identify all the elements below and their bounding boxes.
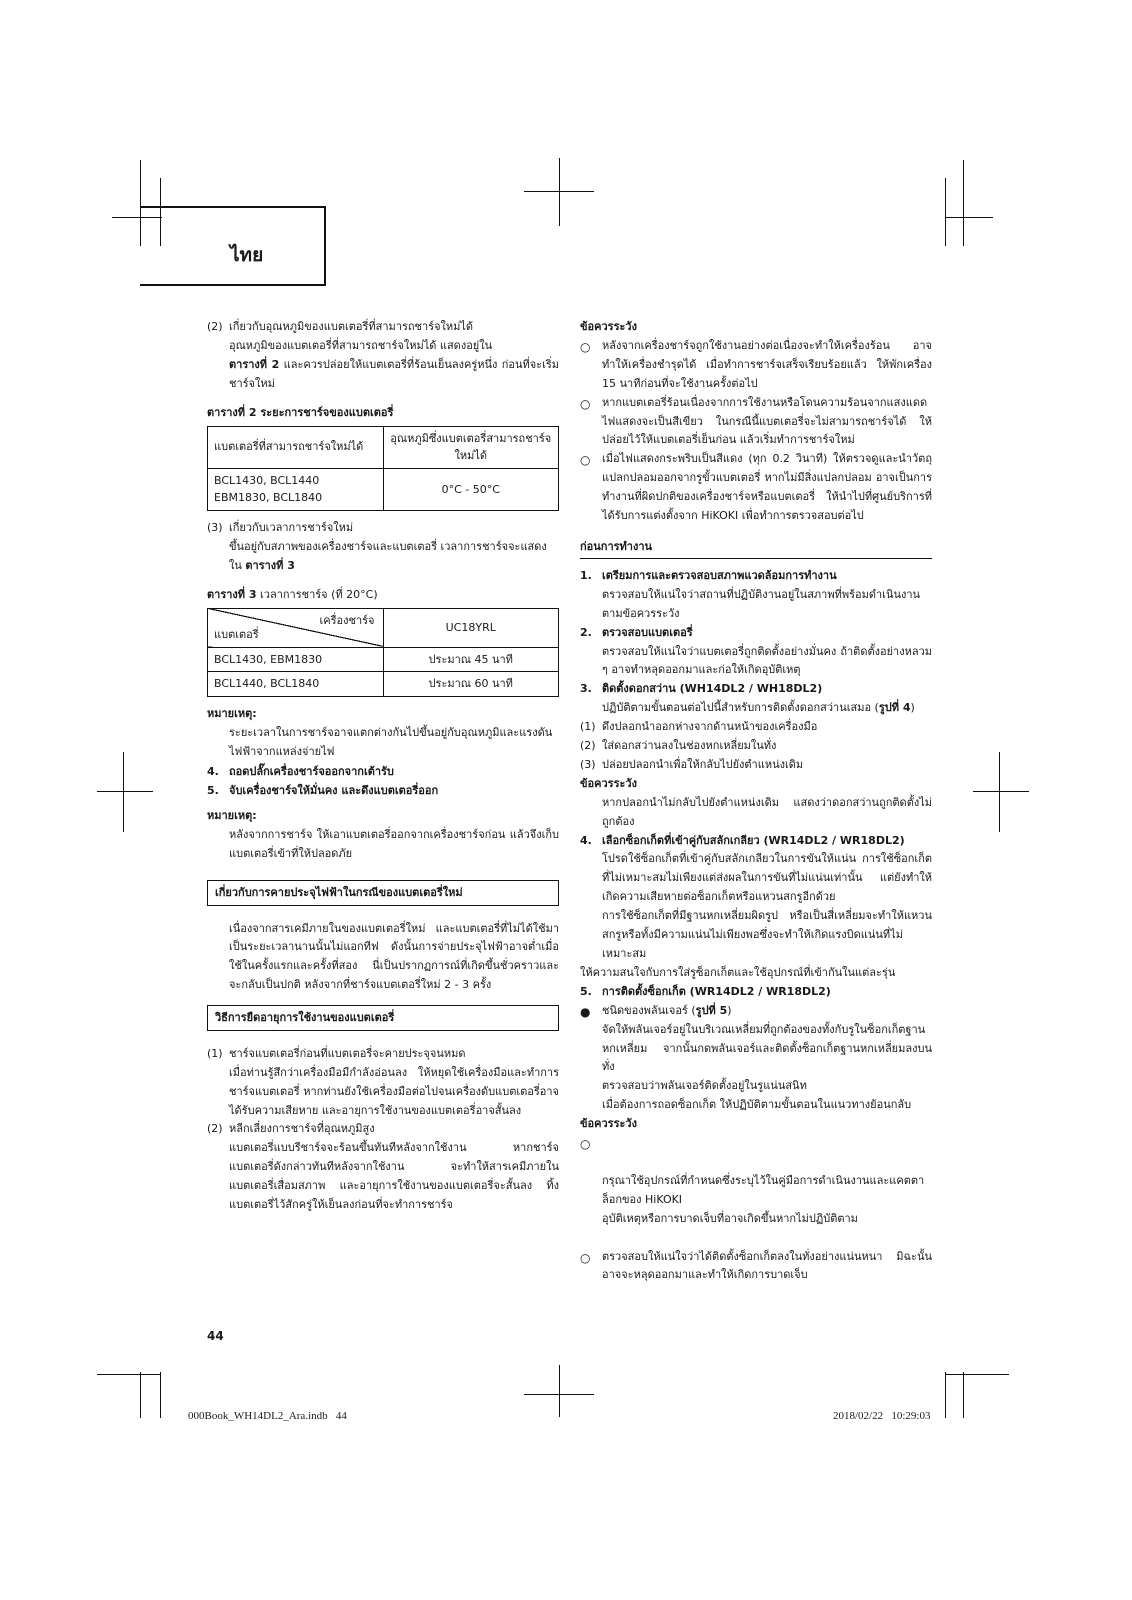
step-body: ตรวจสอบให้แน่ใจว่าสถานที่ปฏิบัติงานอยู่ในสภาพที่พร้อมดำเนินงานตามข้อควรระวัง [602, 587, 921, 620]
before-operation-heading: ก่อนการทำงาน [580, 538, 932, 559]
step-body: ตรวจสอบให้แน่ใจว่าแบตเตอรี่ถูกติดตั้งอย่างมั่นคง ถ้าติดตั้งอย่างหลวม ๆ อาจทำหลุดออกมาและก่อให้เกิดอุบัติเหตุ [602, 644, 932, 677]
crop-mark [945, 178, 946, 246]
table3-time: ประมาณ 45 นาที [383, 647, 559, 672]
page-number: 44 [207, 1329, 224, 1343]
table3-battery: BCL1440, BCL1840 [208, 672, 384, 697]
crop-mark [160, 1372, 161, 1418]
step-title: ติดตั้งดอกสว่าน (WH14DL2 / WH18DL2) [602, 682, 823, 696]
circle-bullet-icon: ○ [580, 1250, 591, 1265]
step-remove-battery [207, 782, 559, 801]
step-unplug [207, 763, 559, 782]
step-title: เลือกซ็อกเก็ตที่เข้าคู่กับสลักเกลียว (WR14DL2 / WR18DL2) [602, 833, 905, 847]
note-body: ระยะเวลาในการชาร์จอาจแตกต่างกันไปขึ้นอยู่กับอุณหภูมิและแรงดันไฟฟ้าจากแหล่งจ่ายไฟ [229, 725, 553, 758]
item-number: (2) [207, 1122, 223, 1136]
table2-caption: ตารางที่ 2 ระยะการชาร์จของแบตเตอรี่ [207, 405, 394, 419]
section-body: อุณหภูมิของแบตเตอรี่ที่สามารถชาร์จใหม่ได้ แสดงอยู่ใน ตารางที่ 2 และควรปล่อยให้แบตเตอรี่ที่ร้อนเย็นลงครู่หนึ่ง ก่อนที่จะเริ่มชาร์จใหม่ [229, 338, 559, 390]
discharge-body: เนื่องจากสารเคมีภายในของแบตเตอรี่ใหม่ และแบตเตอรี่ที่ไม่ได้ใช้มาเป็นระยะเวลานานนั้นไม่แอกทีฟ ดังนั้นการจ่ายประจุไฟฟ้าอาจต่ำเมื่อใช้ในครั้งแรกและครั้งที่สอง นี่เป็นปรากฏการณ์ที่เกิดขึ้นชั่วคราวและจะกลับเป็นปกติ หลังจากที่ชาร์จแบตเตอรี่ใหม่ 2 - 3 ครั้ง [229, 921, 559, 992]
crop-mark [559, 158, 560, 226]
step-body: การใช้ซ็อกเก็ตที่มีฐานหกเหลี่ยมผิดรูป หรือเป็นสี่เหลี่ยมจะทำให้แหวนสกรูหรือทั้งมีความแน่นไม่เพียงพอซึ่งจะทำให้เกิดแรงบิดแน่นที่ไม่เหมาะสม [602, 909, 932, 960]
substep: (1) ดึงปลอกนำออกห่างจากด้านหน้าของเครื่องมือ [580, 720, 818, 734]
table2-range: 0°C - 50°C [383, 468, 559, 510]
caution-item: ○ หลังจากเครื่องชาร์จถูกใช้งานอย่างต่อเนื่องจะทำให้เครื่องร้อน อาจทำให้เครื่องชำรุดได้ เมื่อทำการชาร์จเสร็จเรียบร้อยแล้ว ให้พักเครื่อง 15 นาทีก่อนที่จะใช้งานครั้งต่อไป [580, 338, 932, 390]
step-install-bit [580, 680, 932, 718]
discharge-heading: เกี่ยวกับการคายประจุไฟฟ้าในกรณีของแบตเตอรี่ใหม่ [207, 880, 559, 906]
caution-heading: ข้อควรระวัง [580, 1117, 637, 1131]
caution-item: ○ หากแบตเตอรี่ร้อนเนื่องจากการใช้งานหรือโดนความร้อนจากแสงแดด ไฟแสดงจะเป็นสีเขียว ในกรณีนี้แบตเตอรี่จะไม่สามารถชาร์จได้ ให้ปล่อยไว้ให้แบตเตอรี่เย็นก่อน แล้วเริ่มทำการชาร์จใหม่ [580, 395, 932, 447]
filled-bullet-icon: ● [580, 1004, 591, 1019]
substep: (2) ใส่ดอกสว่านลงในช่องหกเหลี่ยมในทั่ง [580, 739, 777, 753]
table2-header-temperature: อุณหภูมิซึ่งแบตเตอรี่สามารถชาร์จใหม่ได้ [383, 426, 559, 468]
section-title: เกี่ยวกับเวลาการชาร์จใหม่ [229, 520, 354, 534]
step-prepare-workplace [580, 567, 932, 624]
section-number: (3) [207, 520, 223, 534]
crop-mark [97, 791, 153, 792]
crop-mark [945, 1372, 946, 1418]
step-check-battery [580, 624, 932, 681]
plunger-title: ชนิดของพลันเจอร์ (รูปที่ 5) [602, 1003, 732, 1017]
footer-timestamp: 2018/02/22 10:29:03 [833, 1410, 931, 1422]
crop-mark [999, 752, 1000, 832]
step-number: 5. [207, 784, 219, 798]
item-body: เมื่อท่านรู้สึกว่าเครื่องมือมีกำลังอ่อนลง ให้หยุดใช้เครื่องมือและทำการชาร์จแบตเตอรี่ หากท่านยังใช้เครื่องมือต่อไปจนเครื่องดับแบตเตอรี่อาจได้รับความเสียหาย และอายุการใช้งานของแบตเตอรี่อาจสั้นลง [229, 1065, 559, 1117]
section-body: ขึ้นอยู่กับสภาพของเครื่องชาร์จและแบตเตอรี่ เวลาการชาร์จจะแสดงใน ตารางที่ 3 [229, 539, 547, 572]
left-column [207, 318, 559, 1215]
language-label: ไทย [230, 244, 264, 266]
table3-charger-model: UC18YRL [383, 608, 559, 647]
crop-mark [963, 1372, 964, 1418]
section-title: เกี่ยวกับอุณหภูมิของแบตเตอรี่ที่สามารถชาร์จใหม่ได้ [229, 320, 474, 333]
item-body: แบตเตอรี่แบบรีชาร์จจะร้อนขึ้นทันทีหลังจากใช้งาน หากชาร์จแบตเตอรี่ดังกล่าวทันทีหลังจากใช้งาน จะทำให้สารเคมีภายในแบตเตอรี่เสื่อมสภาพ และอายุการใช้งานของแบตเตอรี่จะสั้นลง ทิ้งแบตเตอรี่ไว้สักครู่ให้เย็นลงก่อนที่จะทำการชาร์จ [229, 1141, 559, 1212]
caution-item: ○ เมื่อไฟแสดงกระพริบเป็นสีแดง (ทุก 0.2 วินาที) ให้ตรวจดูและนำวัตถุแปลกปลอมออกจากรูขั้วแบตเตอรี่ หากไม่มีสิ่งแปลกปลอม อาจเป็นการทำงานที่ผิดปกติของเครื่องชาร์จหรือแบตเตอรี่ ให้นำไปที่ศูนย์บริการที่ได้รับการแต่งตั้งจาก HiKOKI เพื่อทำการตรวจสอบต่อไป [580, 452, 932, 523]
step-text: จับเครื่องชาร์จให้มั่นคง และดึงแบตเตอรี่ออก [229, 784, 439, 798]
table3-caption: ตารางที่ 3 เวลาการชาร์จ (ที่ 20°C) [207, 587, 378, 601]
table-row [208, 672, 559, 697]
item-title: ชาร์จแบตเตอรี่ก่อนที่แบตเตอรี่จะคายประจุจนหมด [229, 1046, 466, 1060]
crop-mark [945, 1374, 1009, 1375]
step-text: ถอดปลั๊กเครื่องชาร์จออกจากเต้ารับ [229, 765, 394, 779]
step-number: 5. [580, 984, 592, 998]
crop-mark [945, 217, 993, 218]
step-number: 1. [580, 568, 592, 582]
item-title: หลีกเลี่ยงการชาร์จที่อุณหภูมิสูง [229, 1122, 375, 1136]
circle-bullet-icon: ○ [580, 396, 591, 411]
caution-body: หากปลอกนำไม่กลับไปยังตำแหน่งเดิม แสดงว่าดอกสว่านถูกติดตั้งไม่ถูกต้อง [602, 795, 932, 828]
substep: (3) ปล่อยปลอกนำเพื่อให้กลับไปยังตำแหน่งเดิม [580, 757, 804, 771]
step-body: ให้ความสนใจกับการใส่รูซ็อกเก็ตและใช้อุปกรณ์ที่เข้ากันในแต่ละรุ่น [580, 965, 896, 979]
step-number: 3. [580, 682, 592, 696]
diag-label-charger: เครื่องชาร์จ [319, 613, 375, 627]
table3-charging-time [207, 608, 559, 697]
crop-mark [963, 160, 964, 246]
step-number: 2. [580, 625, 592, 639]
step-number: 4. [580, 833, 592, 847]
step-select-socket [580, 832, 932, 964]
plunger-type: ● ชนิดของพลันเจอร์ (รูปที่ 5) จัดให้พลันเจอร์อยู่ในบริเวณเหลี่ยมที่ถูกต้องของทั้งกับรูในซ็อกเก็ตฐานหกเหลี่ยม จากนั้นกดพลันเจอร์และติดตั้งซ็อกเก็ตฐานหกเหลี่ยมลงบนทั่ง ตรวจสอบว่าพลันเจอร์ติดตั้งอยู่ในรูแน่นสนิท เมื่อต้องการถอดซ็อกเก็ต ให้ปฏิบัติตามขั้นตอนในแนวทางย้อนกลับ [580, 1003, 932, 1112]
table2-models: BCL1430, BCL1440 EBM1830, BCL1840 [208, 468, 384, 510]
circle-bullet-icon: ○ [580, 453, 591, 468]
section-charging-time [207, 519, 559, 576]
item-number: (1) [207, 1046, 223, 1060]
table3-time: ประมาณ 60 นาที [383, 672, 559, 697]
table2-charging-range [207, 426, 559, 511]
table3-diagonal-header [208, 608, 384, 647]
table3-battery: BCL1430, EBM1830 [208, 647, 384, 672]
crop-mark [140, 1372, 141, 1418]
step-title: การติดตั้งซ็อกเก็ต (WR14DL2 / WR18DL2) [602, 984, 831, 998]
section-number: (2) [207, 320, 223, 333]
footer-filename: 000Book_WH14DL2_Ara.indb 44 [188, 1410, 347, 1422]
step-body: โปรดใช้ซ็อกเก็ตที่เข้าคู่กับสลักเกลียวในการขันให้แน่น การใช้ซ็อกเก็ตที่ไม่เหมาะสมไม่เพียงแต่ส่งผลในการขันที่ไม่แน่นเท่านั้น แต่ยังทำให้เกิดความเสียหายต่อซ็อกเก็ตหรือแหวนสกรูอีกด้วย [602, 852, 932, 904]
circle-bullet-icon: ○ [580, 339, 591, 354]
circle-bullet-icon: ○ [580, 1137, 591, 1152]
language-tab [140, 206, 326, 286]
crop-mark [973, 791, 1029, 792]
battery-life-item [207, 1045, 559, 1121]
table-row [208, 647, 559, 672]
step-title: ตรวจสอบแบตเตอรี่ [602, 625, 693, 639]
step-title: เตรียมการและตรวจสอบสภาพแวดล้อมการทำงาน [602, 568, 837, 582]
note-heading: หมายเหตุ: [207, 706, 257, 720]
caution-item: ○ กรุณาใช้อุปกรณ์ที่กำหนดซึ่งระบุไว้ในคู่มือการดำเนินงานและแคตตาล็อกของ HiKOKI อุบัติเหตุหรือการบาดเจ็บที่อาจเกิดขึ้นหากไม่ปฏิบัติตาม [580, 1134, 932, 1247]
note-heading: หมายเหตุ: [207, 809, 257, 823]
section-battery-temperature [207, 318, 559, 394]
crop-mark [559, 1365, 560, 1417]
caution-heading: ข้อควรระวัง [580, 776, 637, 790]
caution-heading: ข้อควรระวัง [580, 320, 637, 333]
battery-life-heading: วิธีการยืดอายุการใช้งานของแบตเตอรี่ [207, 1005, 559, 1031]
crop-mark [123, 752, 124, 832]
battery-life-item [207, 1120, 559, 1215]
step-body: ปฏิบัติตามขั้นตอนต่อไปนี้สำหรับการติดตั้งดอกสว่านเสมอ (รูปที่ 4) [602, 701, 915, 715]
right-column [580, 318, 932, 1285]
crop-mark [97, 1374, 161, 1375]
step-number: 4. [207, 765, 219, 779]
diag-label-battery: แบตเตอรี่ [214, 627, 259, 641]
table2-header-battery: แบตเตอรี่ที่สามารถชาร์จใหม่ได้ [208, 426, 384, 468]
step-mount-socket [580, 983, 932, 1002]
caution-item: ○ ตรวจสอบให้แน่ใจว่าได้ติดตั้งซ็อกเก็ตลงในทั่งอย่างแน่นหนา มิฉะนั้นอาจจะหลุดออกมาและทำให้เกิดการบาดเจ็บ [580, 1249, 932, 1282]
note-body: หลังจากการชาร์จ ให้เอาแบตเตอรี่ออกจากเครื่องชาร์จก่อน แล้วจึงเก็บแบตเตอรี่เข้าที่ให้ปลอดภัย [229, 828, 559, 861]
